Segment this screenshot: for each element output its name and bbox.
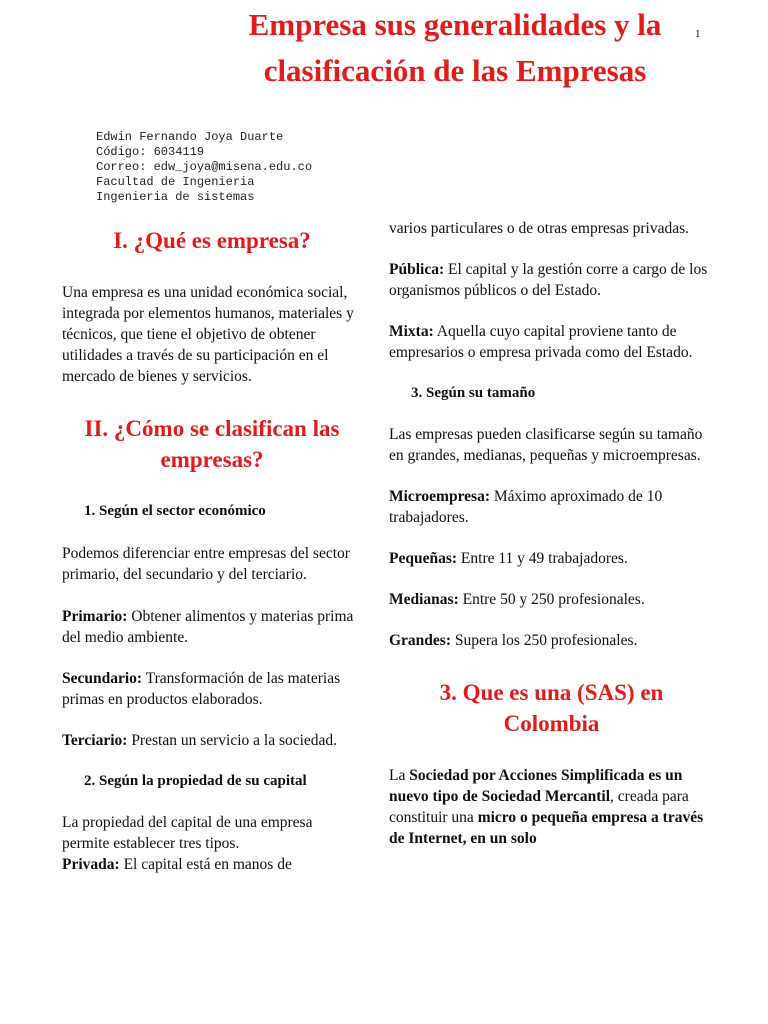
author-program: Ingenieria de sistemas xyxy=(96,190,255,204)
paragraph-sectores: Podemos diferenciar entre empresas del sector primario, del secundario y del terciario. xyxy=(62,545,350,583)
author-name: Edwin Fernando Joya Duarte xyxy=(96,130,284,144)
document-title xyxy=(190,2,720,94)
item-microempresa xyxy=(389,486,714,528)
author-block xyxy=(96,130,312,205)
text-secundario: Transformación de las materias primas en productos elaborados. xyxy=(62,670,341,708)
text-primario: Obtener alimentos y materias prima del medio ambiente. xyxy=(62,608,354,646)
label-privada: Privada: xyxy=(62,856,120,873)
paragraph-privada-cont: varios particulares o de otras empresas privadas. xyxy=(389,220,689,237)
page-number: 1 xyxy=(695,28,701,40)
sas-bold-1: Sociedad por Acciones Simplificada es un nuevo tipo de Sociedad Mercantil xyxy=(389,767,683,805)
item-publica xyxy=(389,259,714,301)
text-mixta: Aquella cuyo capital proviene tanto de empresarios o empresa privada como del Estado. xyxy=(389,323,693,361)
item-secundario xyxy=(62,668,362,710)
title-line-1: Empresa sus generalidades y la xyxy=(248,7,662,42)
item-terciario xyxy=(62,730,362,751)
subheading-tamano: 3. Según su tamaño xyxy=(411,385,536,401)
sas-intro: La xyxy=(389,767,410,784)
text-privada: El capital está en manos de xyxy=(119,856,292,873)
item-grandes xyxy=(389,630,714,651)
text-pequenas: Entre 11 y 49 trabajadores. xyxy=(457,550,628,567)
label-medianas: Medianas: xyxy=(389,591,459,608)
item-privada xyxy=(62,854,362,875)
label-primario: Primario: xyxy=(62,608,128,625)
item-medianas xyxy=(389,589,714,610)
text-microempresa: Máximo aproximado de 10 trabajadores. xyxy=(389,488,663,526)
subheading-sector: 1. Según el sector económico xyxy=(84,503,266,519)
text-medianas: Entre 50 y 250 profesionales. xyxy=(458,591,645,608)
item-mixta xyxy=(389,321,714,363)
author-email: Correo: edw_joya@misena.edu.co xyxy=(96,160,313,174)
left-column xyxy=(62,225,362,875)
paragraph-sas xyxy=(389,765,714,849)
text-publica: El capital y la gestión corre a cargo de los organismos públicos o del Estado. xyxy=(389,261,708,299)
sas-mid: , creada para constituir una xyxy=(389,788,689,826)
section-heading-clasificacion: II. ¿Cómo se clasifican las empresas? xyxy=(84,416,340,472)
paragraph-capital: La propiedad del capital de una empresa permite establecer tres tipos. xyxy=(62,814,313,852)
sas-bold-2: micro o pequeña empresa a través de Internet, en un solo xyxy=(389,809,704,847)
label-microempresa: Microempresa: xyxy=(389,488,490,505)
paragraph-definicion: Una empresa es una unidad económica social, integrada por elementos humanos, materiales y técnicos, que tiene el objetivo de obtener utilidades a través de su participación en el mercado de bienes y servicios. xyxy=(62,284,354,385)
label-terciario: Terciario: xyxy=(62,732,128,749)
item-primario xyxy=(62,606,362,648)
text-terciario: Prestan un servicio a la sociedad. xyxy=(127,732,338,749)
item-pequenas xyxy=(389,548,714,569)
section-heading-que-es-empresa: I. ¿Qué es empresa? xyxy=(113,228,311,253)
label-pequenas: Pequeñas: xyxy=(389,550,458,567)
right-column xyxy=(389,218,714,849)
section-heading-sas: 3. Que es una (SAS) en Colombia xyxy=(439,680,664,736)
title-line-2: clasificación de las Empresas xyxy=(263,53,647,88)
paragraph-tamano: Las empresas pueden clasificarse según su tamaño en grandes, medianas, pequeñas y microempresas. xyxy=(389,426,703,464)
text-grandes: Supera los 250 profesionales. xyxy=(451,632,638,649)
label-mixta: Mixta: xyxy=(389,323,434,340)
label-publica: Pública: xyxy=(389,261,445,278)
subheading-capital: 2. Según la propiedad de su capital xyxy=(84,773,307,789)
author-faculty: Facultad de Ingenieria xyxy=(96,175,255,189)
author-code: Código: 6034119 xyxy=(96,145,205,159)
label-secundario: Secundario: xyxy=(62,670,143,687)
label-grandes: Grandes: xyxy=(389,632,451,649)
